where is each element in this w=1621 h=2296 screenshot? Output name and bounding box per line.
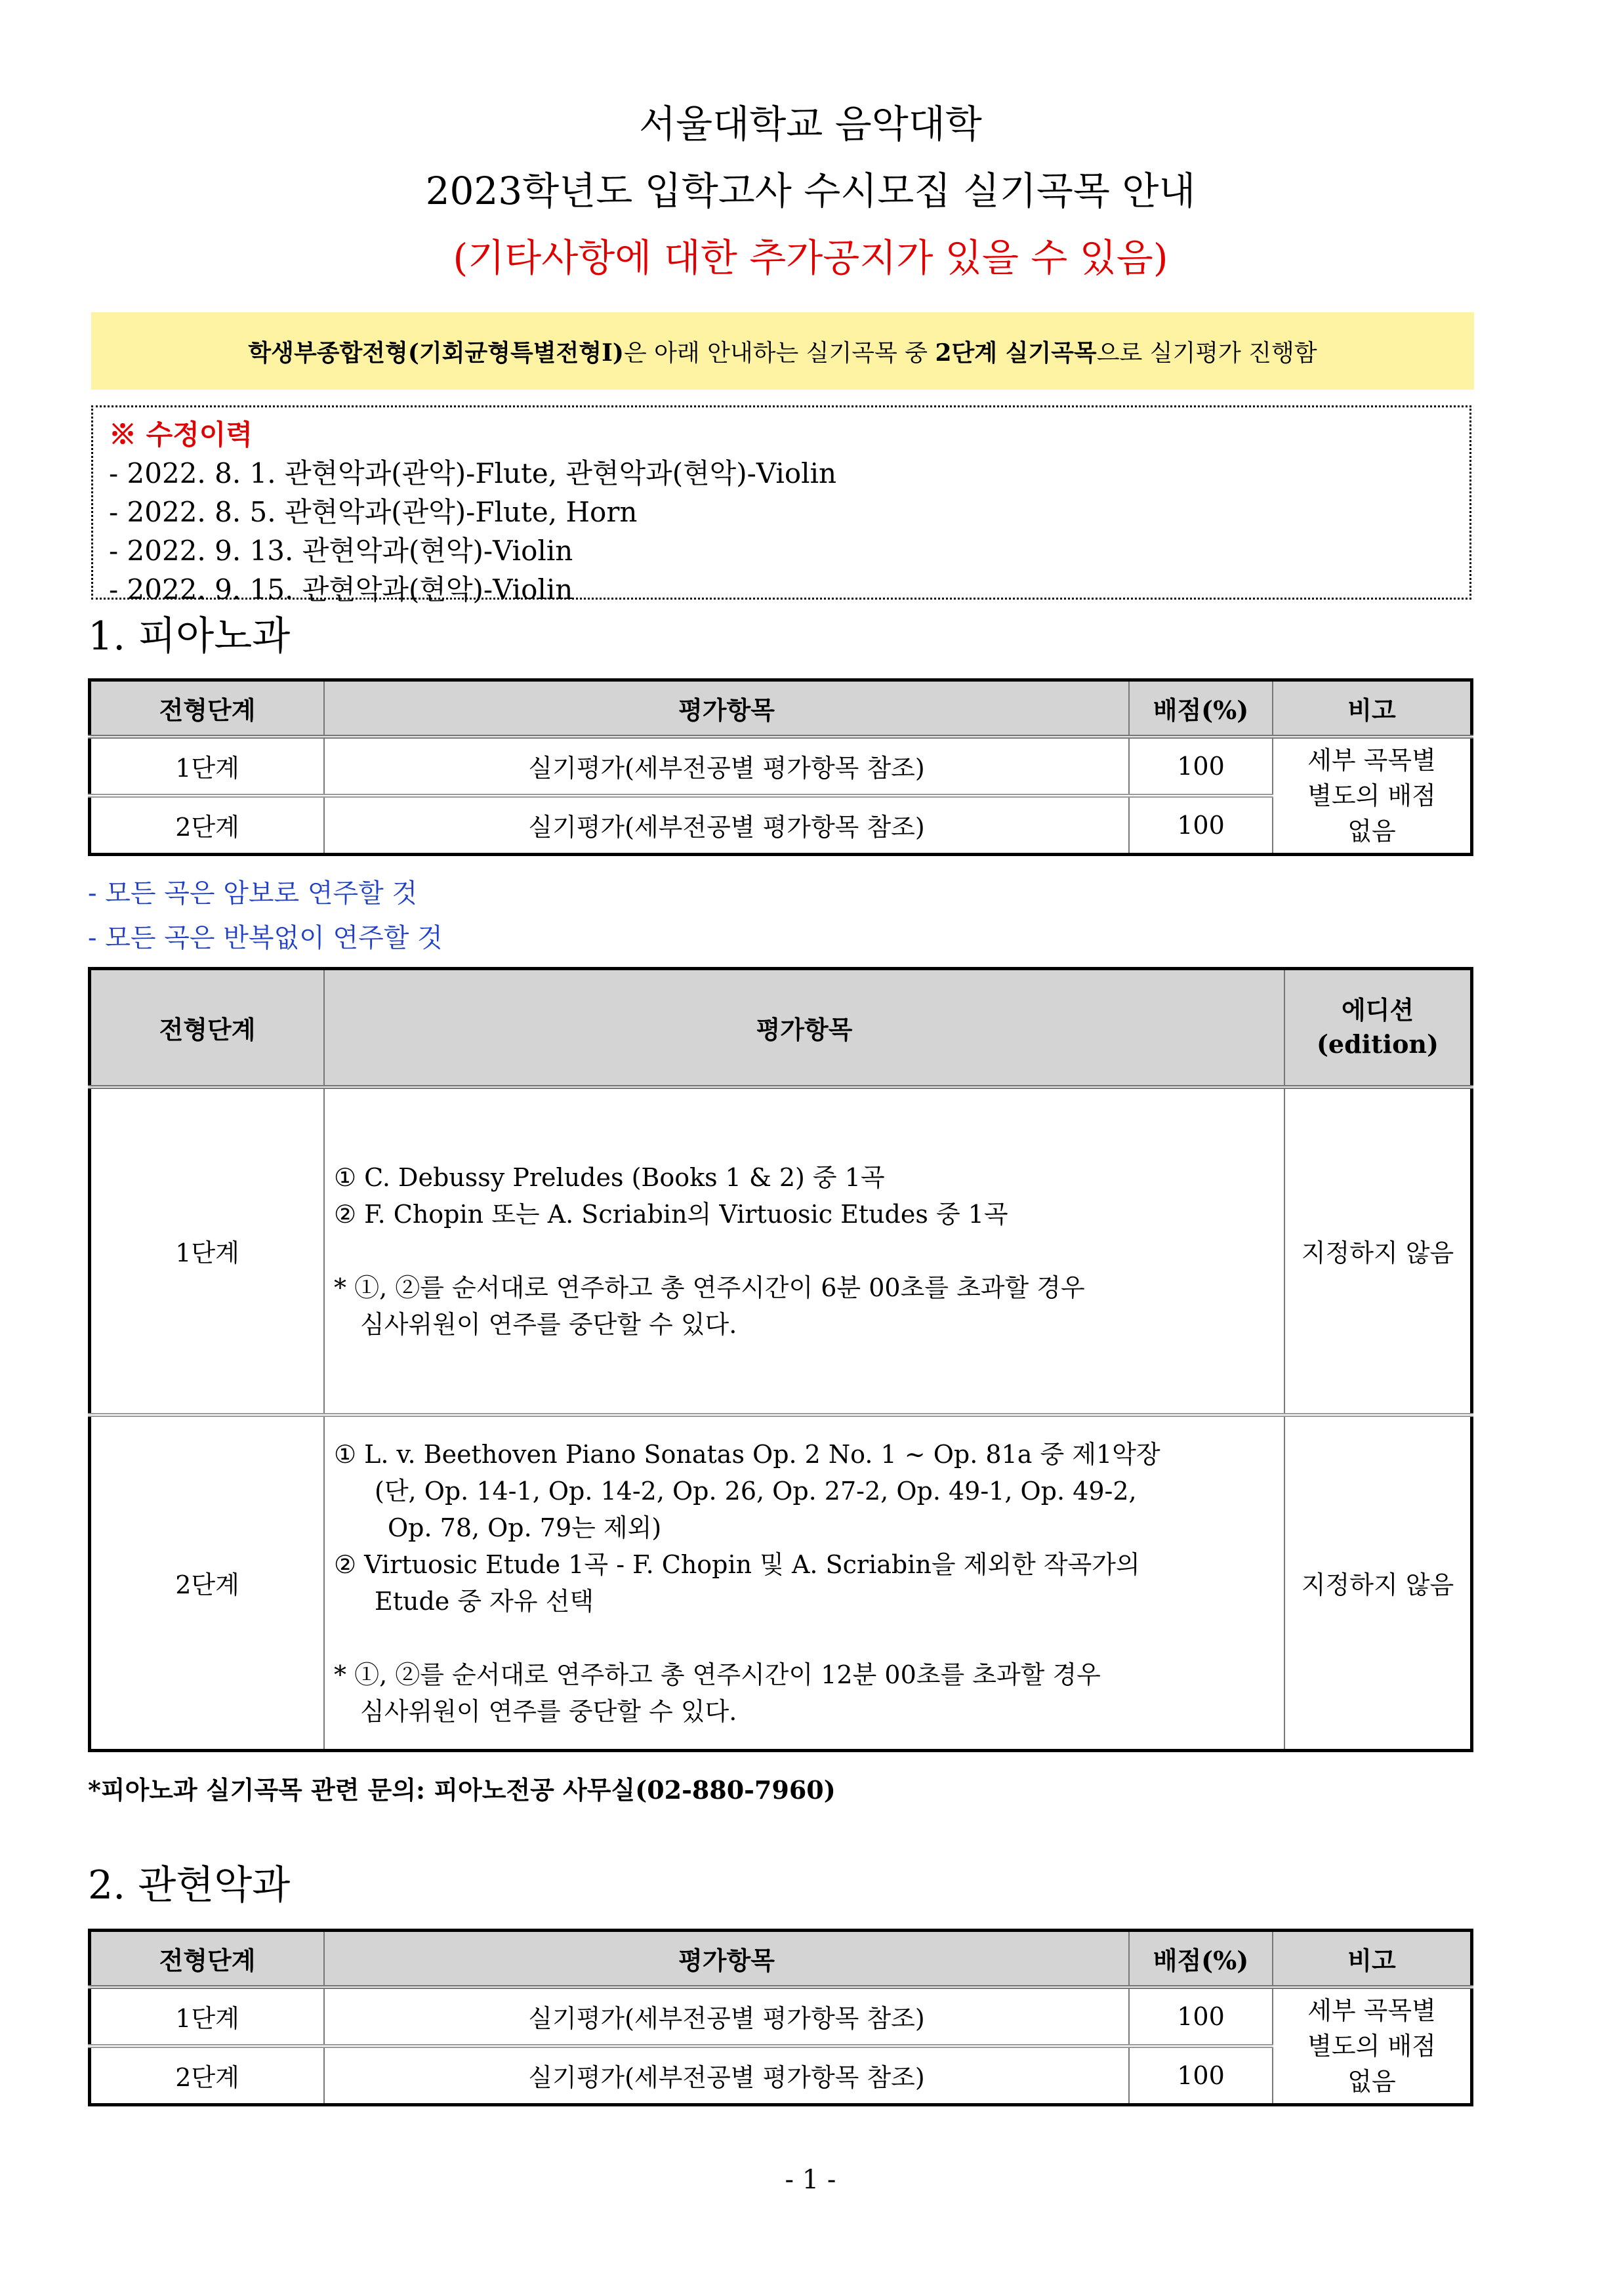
note-no-repeat: - 모든 곡은 반복없이 연주할 것 [88,923,443,953]
repertoire-line: ① L. v. Beethoven Piano Sonatas Op. 2 No. 1 ~ Op. 81a 중 제1악장 [334,1439,1160,1469]
edition-cell: 지정하지 않음 [1284,1087,1472,1415]
notice-banner [91,312,1474,390]
table-row [90,1087,1472,1415]
stage-cell: 1단계 [90,1987,325,2046]
table-row [90,796,1472,855]
repertoire-line: Op. 78, Op. 79는 제외) [388,1513,662,1542]
col-header-score: 배점(%) [1129,1931,1273,1987]
col-header-item: 평가항목 [324,680,1129,737]
remark-line: 세부 곡목별 [1307,1996,1436,2025]
col-header-edition [1284,969,1472,1087]
revision-item: - 2022. 8. 5. 관현악과(관악)-Flute, Horn [109,496,638,528]
table-row [90,1987,1472,2046]
item-cell: 실기평가(세부전공별 평가항목 참조) [324,1987,1129,2046]
repertoire-line: ① C. Debussy Preludes (Books 1 & 2) 중 1곡 [334,1162,885,1192]
stage-cell: 2단계 [90,796,325,855]
repertoire-cell [324,1087,1284,1415]
piano-contact-note: *피아노과 실기곡목 관련 문의: 피아노전공 사무실(02-880-7960) [88,1775,836,1805]
remark-line: 없음 [1347,816,1396,846]
page-number: - 1 - [785,2165,836,2195]
notice-part4: 으로 실기평가 진행함 [1096,339,1317,367]
revision-heading: ※ 수정이력 [109,419,253,451]
item-cell: 실기평가(세부전공별 평가항목 참조) [324,737,1129,796]
remark-line: 별도의 배점 [1307,2031,1436,2060]
repertoire-line: Etude 중 자유 선택 [375,1586,594,1616]
repertoire-line: 심사위원이 연주를 중단할 수 있다. [360,1696,737,1726]
col-header-remark: 비고 [1273,680,1472,737]
repertoire-line: * ①, ②를 순서대로 연주하고 총 연주시간이 6분 00초를 초과할 경우 [334,1273,1085,1302]
stage-cell: 2단계 [90,2046,325,2105]
doc-title-notice: (기타사항에 대한 추가공지가 있을 수 있음) [453,236,1168,280]
table-row [90,2046,1472,2105]
piano-summary-table [88,678,1473,856]
notice-part2: 은 아래 안내하는 실기곡목 중 [623,339,935,367]
remark-line: 별도의 배점 [1307,781,1436,810]
edition-label: 에디션 [1341,995,1414,1025]
remark-line: 세부 곡목별 [1307,745,1436,775]
notice-part3: 2단계 실기곡목 [935,338,1097,367]
doc-title-university: 서울대학교 음악대학 [639,102,982,146]
score-cell: 100 [1129,1987,1273,2046]
note-memorize: - 모든 곡은 암보로 연주할 것 [88,878,418,909]
revision-item: - 2022. 9. 15. 관현악과(현악)-Violin [109,573,573,605]
col-header-remark: 비고 [1273,1931,1472,1987]
score-cell: 100 [1129,737,1273,796]
repertoire-line: ② Virtuosic Etude 1곡 - F. Chopin 및 A. Scriabin을 제외한 작곡가의 [334,1549,1140,1579]
revision-item: - 2022. 9. 13. 관현악과(현악)-Violin [109,535,573,567]
col-header-stage: 전형단계 [90,1931,325,1987]
item-cell: 실기평가(세부전공별 평가항목 참조) [324,2046,1129,2105]
stage-cell: 2단계 [90,1415,325,1751]
edition-label-en: (edition) [1316,1029,1439,1059]
col-header-item: 평가항목 [324,1931,1129,1987]
col-header-stage: 전형단계 [90,680,325,737]
repertoire-line: * ①, ②를 순서대로 연주하고 총 연주시간이 12분 00초를 초과할 경우 [334,1660,1101,1689]
remark-cell [1273,737,1472,855]
repertoire-line: 심사위원이 연주를 중단할 수 있다. [360,1309,737,1339]
remark-line: 없음 [1347,2066,1396,2096]
score-cell: 100 [1129,2046,1273,2105]
repertoire-line: ② F. Chopin 또는 A. Scriabin의 Virtuosic Etudes 중 1곡 [334,1199,1008,1229]
revision-item: - 2022. 8. 1. 관현악과(관악)-Flute, 관현악과(현악)-Violin [109,457,837,489]
col-header-item: 평가항목 [324,969,1284,1087]
doc-title-main: 2023학년도 입학고사 수시모집 실기곡목 안내 [425,169,1196,213]
repertoire-line: (단, Op. 14-1, Op. 14-2, Op. 26, Op. 27-2, Op. 49-1, Op. 49-2, [375,1476,1137,1506]
table-row [90,1415,1472,1751]
score-cell: 100 [1129,796,1273,855]
section-title-orchestra: 2. 관현악과 [88,1862,291,1908]
col-header-stage: 전형단계 [90,969,325,1087]
table-row [90,737,1472,796]
revision-history [91,405,1471,605]
stage-cell: 1단계 [90,737,325,796]
notice-part1: 학생부종합전형(기회균형특별전형Ⅰ) [248,338,624,367]
section-title-piano: 1. 피아노과 [88,613,291,659]
remark-cell [1273,1987,1472,2105]
col-header-score: 배점(%) [1129,680,1273,737]
orchestra-summary-table [88,1929,1473,2106]
piano-repertoire-table [88,967,1473,1752]
edition-cell: 지정하지 않음 [1284,1415,1472,1751]
stage-cell: 1단계 [90,1087,325,1415]
repertoire-cell [324,1415,1284,1751]
item-cell: 실기평가(세부전공별 평가항목 참조) [324,796,1129,855]
